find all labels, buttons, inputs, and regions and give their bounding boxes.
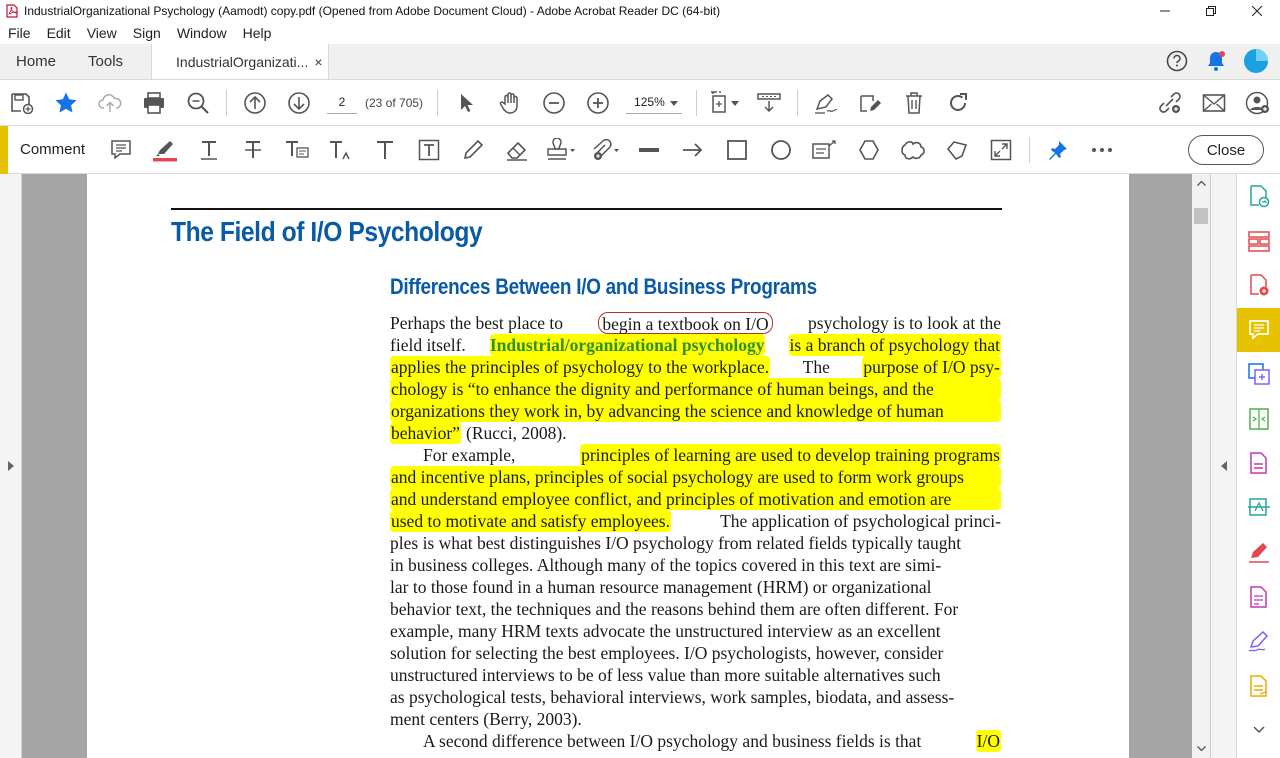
text-line [390,664,1001,686]
toolbar-divider [696,90,697,116]
signature-tool-icon[interactable] [1237,619,1280,664]
add-text-icon[interactable] [363,126,407,174]
right-panel-toggle[interactable] [1210,174,1236,758]
add-user-icon[interactable] [1236,80,1280,126]
menu-bar [0,22,1280,44]
zoom-level-value: 125% [634,95,665,109]
window-title: IndustrialOrganizational Psychology (Aamodt) copy.pdf (Opened from Adobe Document Cloud) - Adobe Acrobat Reader DC (64-bit) [24,4,721,18]
minimize-button[interactable] [1142,0,1188,22]
text-segment: ment centers (Berry, 2003). [390,709,582,729]
collapse-right-icon [1221,459,1227,474]
text-segment: in business colleges. Although many of the topics covered in this text are simi- [390,555,942,575]
request-signature-tool-icon[interactable] [1237,664,1280,709]
pencil-draw-icon[interactable] [451,126,495,174]
highlighted-text[interactable]: and incentive plans, principles of social psychology are used to form work groups [390,466,1001,488]
text-line [390,620,1001,642]
text-segment: field itself. [390,335,466,355]
rotate-icon[interactable] [936,80,980,126]
toolbar-divider [437,90,438,116]
document-viewer [0,174,1236,758]
highlighted-text[interactable]: purpose of I/O psy- [863,357,1000,377]
text-segment: behavior text, the techniques and the reasons behind them are often different. For [390,599,959,619]
delete-trash-icon[interactable] [892,80,936,126]
highlighted-text[interactable]: used to motivate and satisfy employees. [391,511,670,531]
strikethrough-text-icon[interactable] [231,126,275,174]
menu-view[interactable]: View [86,25,117,41]
scrollbar-thumb[interactable] [1194,208,1208,224]
text-segment: For example, [423,445,516,465]
pin-icon[interactable] [1036,126,1080,174]
text-line [390,378,1001,400]
circled-annotation[interactable]: begin a textbook on I/O [598,312,772,334]
text-line [390,488,1001,510]
select-cursor-icon[interactable] [444,80,488,126]
comment-accent-bar [0,126,8,174]
user-avatar[interactable] [1244,49,1268,76]
export-pdf-tool-icon[interactable] [1237,174,1280,219]
sign-pen-icon[interactable] [804,80,848,126]
save-icon[interactable] [0,80,44,126]
organize-pages-tool-icon[interactable] [1237,219,1280,264]
previous-page-icon[interactable] [233,80,277,126]
highlighted-text[interactable]: chology is “to enhance the dignity and performance of human beings, and the [390,378,1001,400]
menu-sign[interactable]: Sign [132,25,161,41]
text-segment: psychology is to look at the [808,313,1001,333]
page-number-input[interactable]: 2 [327,92,357,114]
highlighted-text[interactable]: applies the principles of psychology to the workplace. [391,357,770,377]
text-segment: unstructured interviews to be of less value than more suitable alternatives such [390,665,941,685]
toolbar-divider [1029,137,1030,163]
text-segment: The [802,357,830,377]
text-segment: as psychological tests, behavioral interviews, work samples, biodata, and assess- [390,687,955,707]
tab-bar [0,44,1280,80]
scan-ocr-tool-icon[interactable] [1237,486,1280,531]
pdf-page[interactable] [87,174,1129,758]
text-box-icon[interactable] [407,126,451,174]
tab-document-label: IndustrialOrganizati... [176,53,309,70]
title-bar [0,0,1280,22]
text-line [390,356,1001,378]
draw-line-icon[interactable] [627,126,671,174]
notifications-bell-icon[interactable] [1206,50,1226,75]
text-line [390,400,1001,422]
highlighted-text[interactable]: I/O [976,731,1000,751]
tab-home[interactable]: Home [16,53,57,70]
highlighted-term[interactable]: Industrial/organizational psychology [489,335,765,355]
draw-rectangle-icon[interactable] [715,126,759,174]
section-heading: Differences Between I/O and Business Programs [390,274,817,299]
fill-sign-tool-icon[interactable] [1237,441,1280,486]
text-line [390,444,1001,466]
tab-document[interactable] [151,44,329,79]
menu-help[interactable]: Help [242,25,272,41]
chevron-down-icon [670,95,678,109]
eraser-icon[interactable] [495,126,539,174]
replace-text-icon[interactable] [275,126,319,174]
zoom-search-icon[interactable] [176,80,220,126]
bookmark-star-icon[interactable] [44,80,88,126]
comment-toolbar [0,126,1280,174]
hand-pan-icon[interactable] [488,80,532,126]
text-line [390,554,1001,576]
text-line [390,422,1001,444]
text-segment: ples is what best distinguishes I/O psychology from related fields typically taught [390,533,962,553]
more-tools-chevron-icon[interactable] [1237,708,1280,753]
main-toolbar [0,80,1280,126]
sticky-note-icon[interactable] [99,126,143,174]
text-line [390,312,1001,334]
expand-shape-icon[interactable] [979,126,1023,174]
underline-text-icon[interactable] [187,126,231,174]
left-panel-toggle[interactable] [0,174,22,758]
highlight-text-icon[interactable] [143,126,187,174]
text-line [390,466,1001,488]
page-heading: The Field of I/O Psychology [171,216,483,247]
share-link-icon[interactable] [1148,80,1192,126]
cloud-shape-icon[interactable] [891,126,935,174]
highlighted-text[interactable]: and understand employee conflict, and principles of motivation and emotion are [390,488,1001,510]
scroll-mode-icon[interactable] [747,80,791,126]
scroll-down-icon[interactable] [1192,740,1210,758]
text-line [390,510,1001,532]
toolbar-divider [797,90,798,116]
draw-arrow-icon[interactable] [671,126,715,174]
close-comment-button[interactable]: Close [1188,135,1264,165]
text-callout-icon[interactable] [803,126,847,174]
comment-tool-icon[interactable] [1237,308,1280,353]
text-segment: The application of psychological princi- [720,511,1001,531]
vertical-scrollbar[interactable] [1192,174,1210,758]
comment-toolbar-label: Comment [20,141,86,158]
zoom-level-dropdown[interactable] [626,92,682,114]
connected-lines-icon[interactable] [935,126,979,174]
zoom-in-icon[interactable] [576,80,620,126]
email-envelope-icon[interactable] [1192,80,1236,126]
draw-polygon-icon[interactable] [847,126,891,174]
text-segment: Perhaps the best place to [390,313,564,333]
text-line [390,532,1001,554]
restore-button[interactable] [1188,0,1234,22]
acrobat-app-icon [6,4,18,18]
combine-files-tool-icon[interactable] [1237,352,1280,397]
highlighted-text[interactable]: is a branch of psychology that [789,335,1000,355]
close-window-button[interactable] [1234,0,1280,22]
more-options-icon[interactable] [1080,126,1124,174]
text-line [390,642,1001,664]
upload-cloud-icon[interactable] [88,80,132,126]
insert-text-icon[interactable] [319,126,363,174]
heading-rule [171,208,1002,210]
edit-sign-tool-icon[interactable] [1237,530,1280,575]
expand-left-icon [8,459,14,474]
text-line [390,334,1001,356]
text-line [390,576,1001,598]
stamp-icon[interactable] [539,126,583,174]
page-fit-icon[interactable] [703,80,747,126]
highlighted-text[interactable]: principles of learning are used to develop training programs [581,445,1000,465]
body-text[interactable] [390,312,1001,758]
text-segment: solution for selecting the best employees. I/O psychologists, however, consider [390,643,944,663]
scroll-up-icon[interactable] [1192,174,1210,192]
text-segment: (Rucci, 2008). [466,423,567,443]
tools-pane [1236,174,1280,758]
create-pdf-tool-icon[interactable] [1237,263,1280,308]
text-segment: example, many HRM texts advocate the unstructured interview as an excellent [390,621,941,641]
highlighted-text[interactable]: behavior” [391,423,460,443]
toolbar-divider [226,90,227,116]
text-line [390,730,1001,752]
menu-edit[interactable]: Edit [46,25,71,41]
close-tab-icon[interactable]: × [314,53,323,70]
edit-pdf-icon[interactable] [848,80,892,126]
text-line [390,686,1001,708]
page-count-label: (23 of 705) [365,95,424,110]
highlighted-text[interactable]: organizations they work in, by advancing the science and knowledge of human [390,400,1001,422]
compress-pdf-tool-icon[interactable] [1237,397,1280,442]
next-page-icon[interactable] [277,80,321,126]
text-segment: A second difference between I/O psychology and business fields is that [423,731,922,751]
zoom-out-icon[interactable] [532,80,576,126]
text-line [390,708,1001,730]
tab-tools[interactable]: Tools [88,53,124,70]
print-icon[interactable] [132,80,176,126]
help-icon[interactable] [1166,50,1188,75]
draw-oval-icon[interactable] [759,126,803,174]
menu-window[interactable]: Window [176,25,227,41]
text-segment: lar to those found in a human resource management (HRM) or organizational [390,577,932,597]
menu-file[interactable]: File [8,25,31,41]
protect-form-tool-icon[interactable] [1237,575,1280,620]
text-line [390,598,1001,620]
attach-file-icon[interactable] [583,126,627,174]
partial-text-line [390,752,1001,758]
